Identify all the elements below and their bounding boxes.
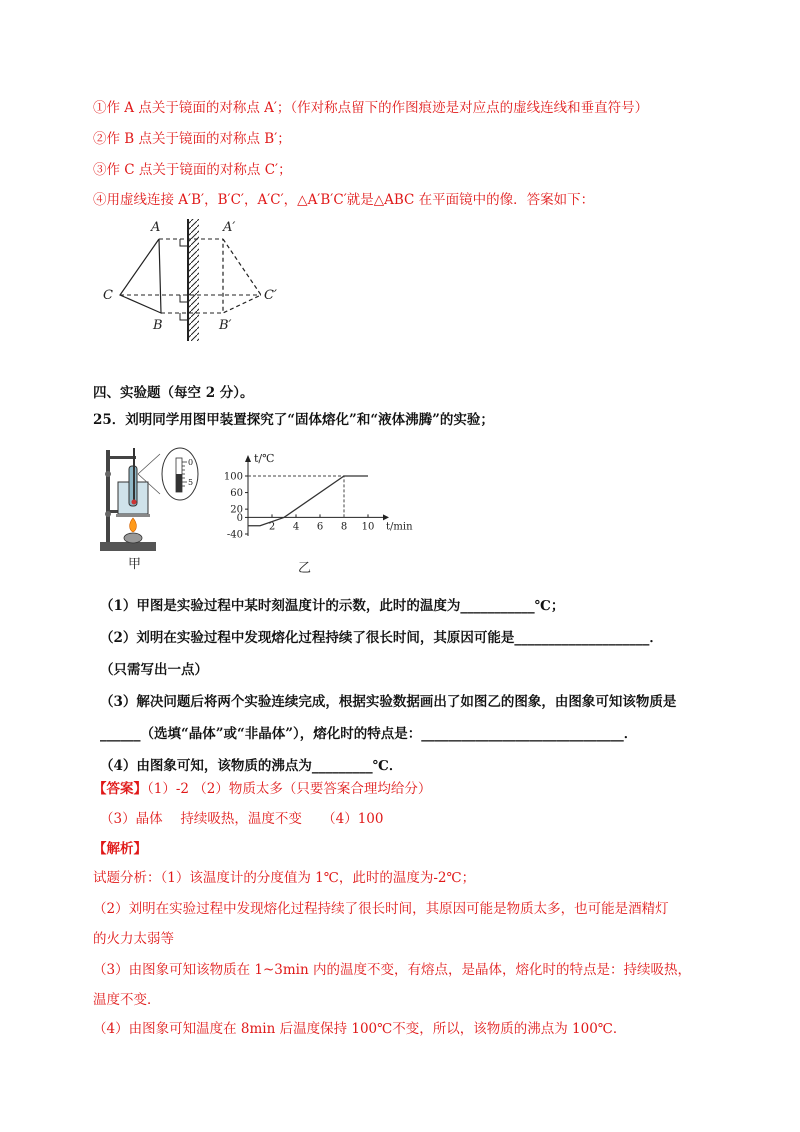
analysis-line-4: （3）由图象可知该物质在 1~3min 内的温度不变，有熔点，是晶体，熔化时的特点是：持续吸热， <box>93 962 691 978</box>
mirror-reflection-figure <box>95 215 305 345</box>
answer-line-2: （3）晶体 持续吸热，温度不变 （4）100 <box>100 811 384 827</box>
x-axis-label: t/min <box>386 521 413 533</box>
label-c: C <box>103 288 113 303</box>
y-axis-arrow <box>245 455 251 462</box>
x-tick-label: 2 <box>268 521 276 533</box>
temperature-graph <box>218 450 428 575</box>
scale-label-0: 0 <box>188 458 194 467</box>
sub-question-2-note: （只需写出一点） <box>100 662 208 678</box>
section-heading: 四、实验题（每空 2 分）。 <box>93 385 254 401</box>
solution-step-4: ④用虚线连接 A′B′，B′C′，A′C′，△A′B′C′就是△ABC 在平面镜中的像．答案如下： <box>93 192 595 208</box>
label-a-prime: A′ <box>223 220 236 235</box>
x-tick-label: 6 <box>316 521 324 533</box>
label-c-prime: C′ <box>264 288 277 303</box>
apparatus-caption: 甲 <box>128 557 142 572</box>
mirror-hatching <box>188 219 199 341</box>
x-tick-label: 8 <box>340 521 348 533</box>
y-tick-label: 20 <box>230 504 243 516</box>
analysis-tag: 【解析】 <box>93 841 147 857</box>
apparatus-figure <box>96 444 208 574</box>
graph-caption: 乙 <box>298 561 312 575</box>
x-tick-label: 10 <box>361 521 375 533</box>
solution-step-1: ①作 A 点关于镜面的对称点 A′；（作对称点留下的作图痕迹是对应点的虚线连线和垂直符号） <box>93 100 649 116</box>
triangle-abc <box>120 239 161 313</box>
y-tick-label: 0 <box>236 512 243 524</box>
scale-label-5: 5 <box>188 478 194 487</box>
sub-question-3: （3）解决问题后将两个实验连续完成，根据实验数据画出了如图乙的图象，由图象可知该物质是 <box>100 694 677 710</box>
analysis-line-3: 的火力太弱等 <box>93 931 174 947</box>
y-axis-label: t/℃ <box>254 452 275 465</box>
answer-tag: 【答案】 <box>93 781 147 797</box>
label-b-prime: B′ <box>219 318 232 333</box>
label-b: B <box>153 318 163 333</box>
y-tick-label: 100 <box>223 471 243 483</box>
answer-text-1: （1）-2 （2）物质太多（只要答案合理均给分） <box>147 781 432 797</box>
alcohol-lamp <box>124 533 142 543</box>
sub-question-4: （4）由图象可知，该物质的沸点为_________℃． <box>100 758 403 774</box>
y-tick-label: 60 <box>230 488 243 500</box>
solution-step-3: ③作 C 点关于镜面的对称点 C′； <box>93 162 292 178</box>
analysis-line-6: （4）由图象可知温度在 8min 后温度保持 100℃不变，所以，该物质的沸点为 100℃． <box>93 1021 627 1037</box>
analysis-line-1: 试题分析：（1）该温度计的分度值为 1℃，此时的温度为-2℃； <box>93 870 476 886</box>
analysis-line-5: 温度不变． <box>93 992 161 1008</box>
x-tick-label: 4 <box>292 521 300 533</box>
answer-line-1 <box>93 780 431 798</box>
question-stem: 25．刘明同学用图甲装置探究了“固体熔化”和“液体沸腾”的实验； <box>93 412 494 428</box>
label-a: A <box>151 220 161 235</box>
triangle-image <box>223 239 261 313</box>
analysis-line-2: （2）刘明在实验过程中发现熔化过程持续了很长时间，其原因可能是物质太多，也可能是酒精灯 <box>93 901 669 917</box>
flame-icon <box>130 518 137 532</box>
series-line <box>248 476 368 526</box>
sub-question-1: （1）甲图是实验过程中某时刻温度计的示数，此时的温度为___________℃； <box>100 598 565 614</box>
sub-question-3-cont: ______（选填“晶体”或“非晶体”），熔化时的特点是：______________________________． <box>100 726 638 742</box>
sub-question-2: （2）刘明在实验过程中发现熔化过程持续了很长时间，其原因可能是____________________． <box>100 630 663 646</box>
solution-step-2: ②作 B 点关于镜面的对称点 B′； <box>93 131 291 147</box>
y-tick-label: -40 <box>226 529 243 541</box>
x-axis-arrow <box>383 514 389 520</box>
